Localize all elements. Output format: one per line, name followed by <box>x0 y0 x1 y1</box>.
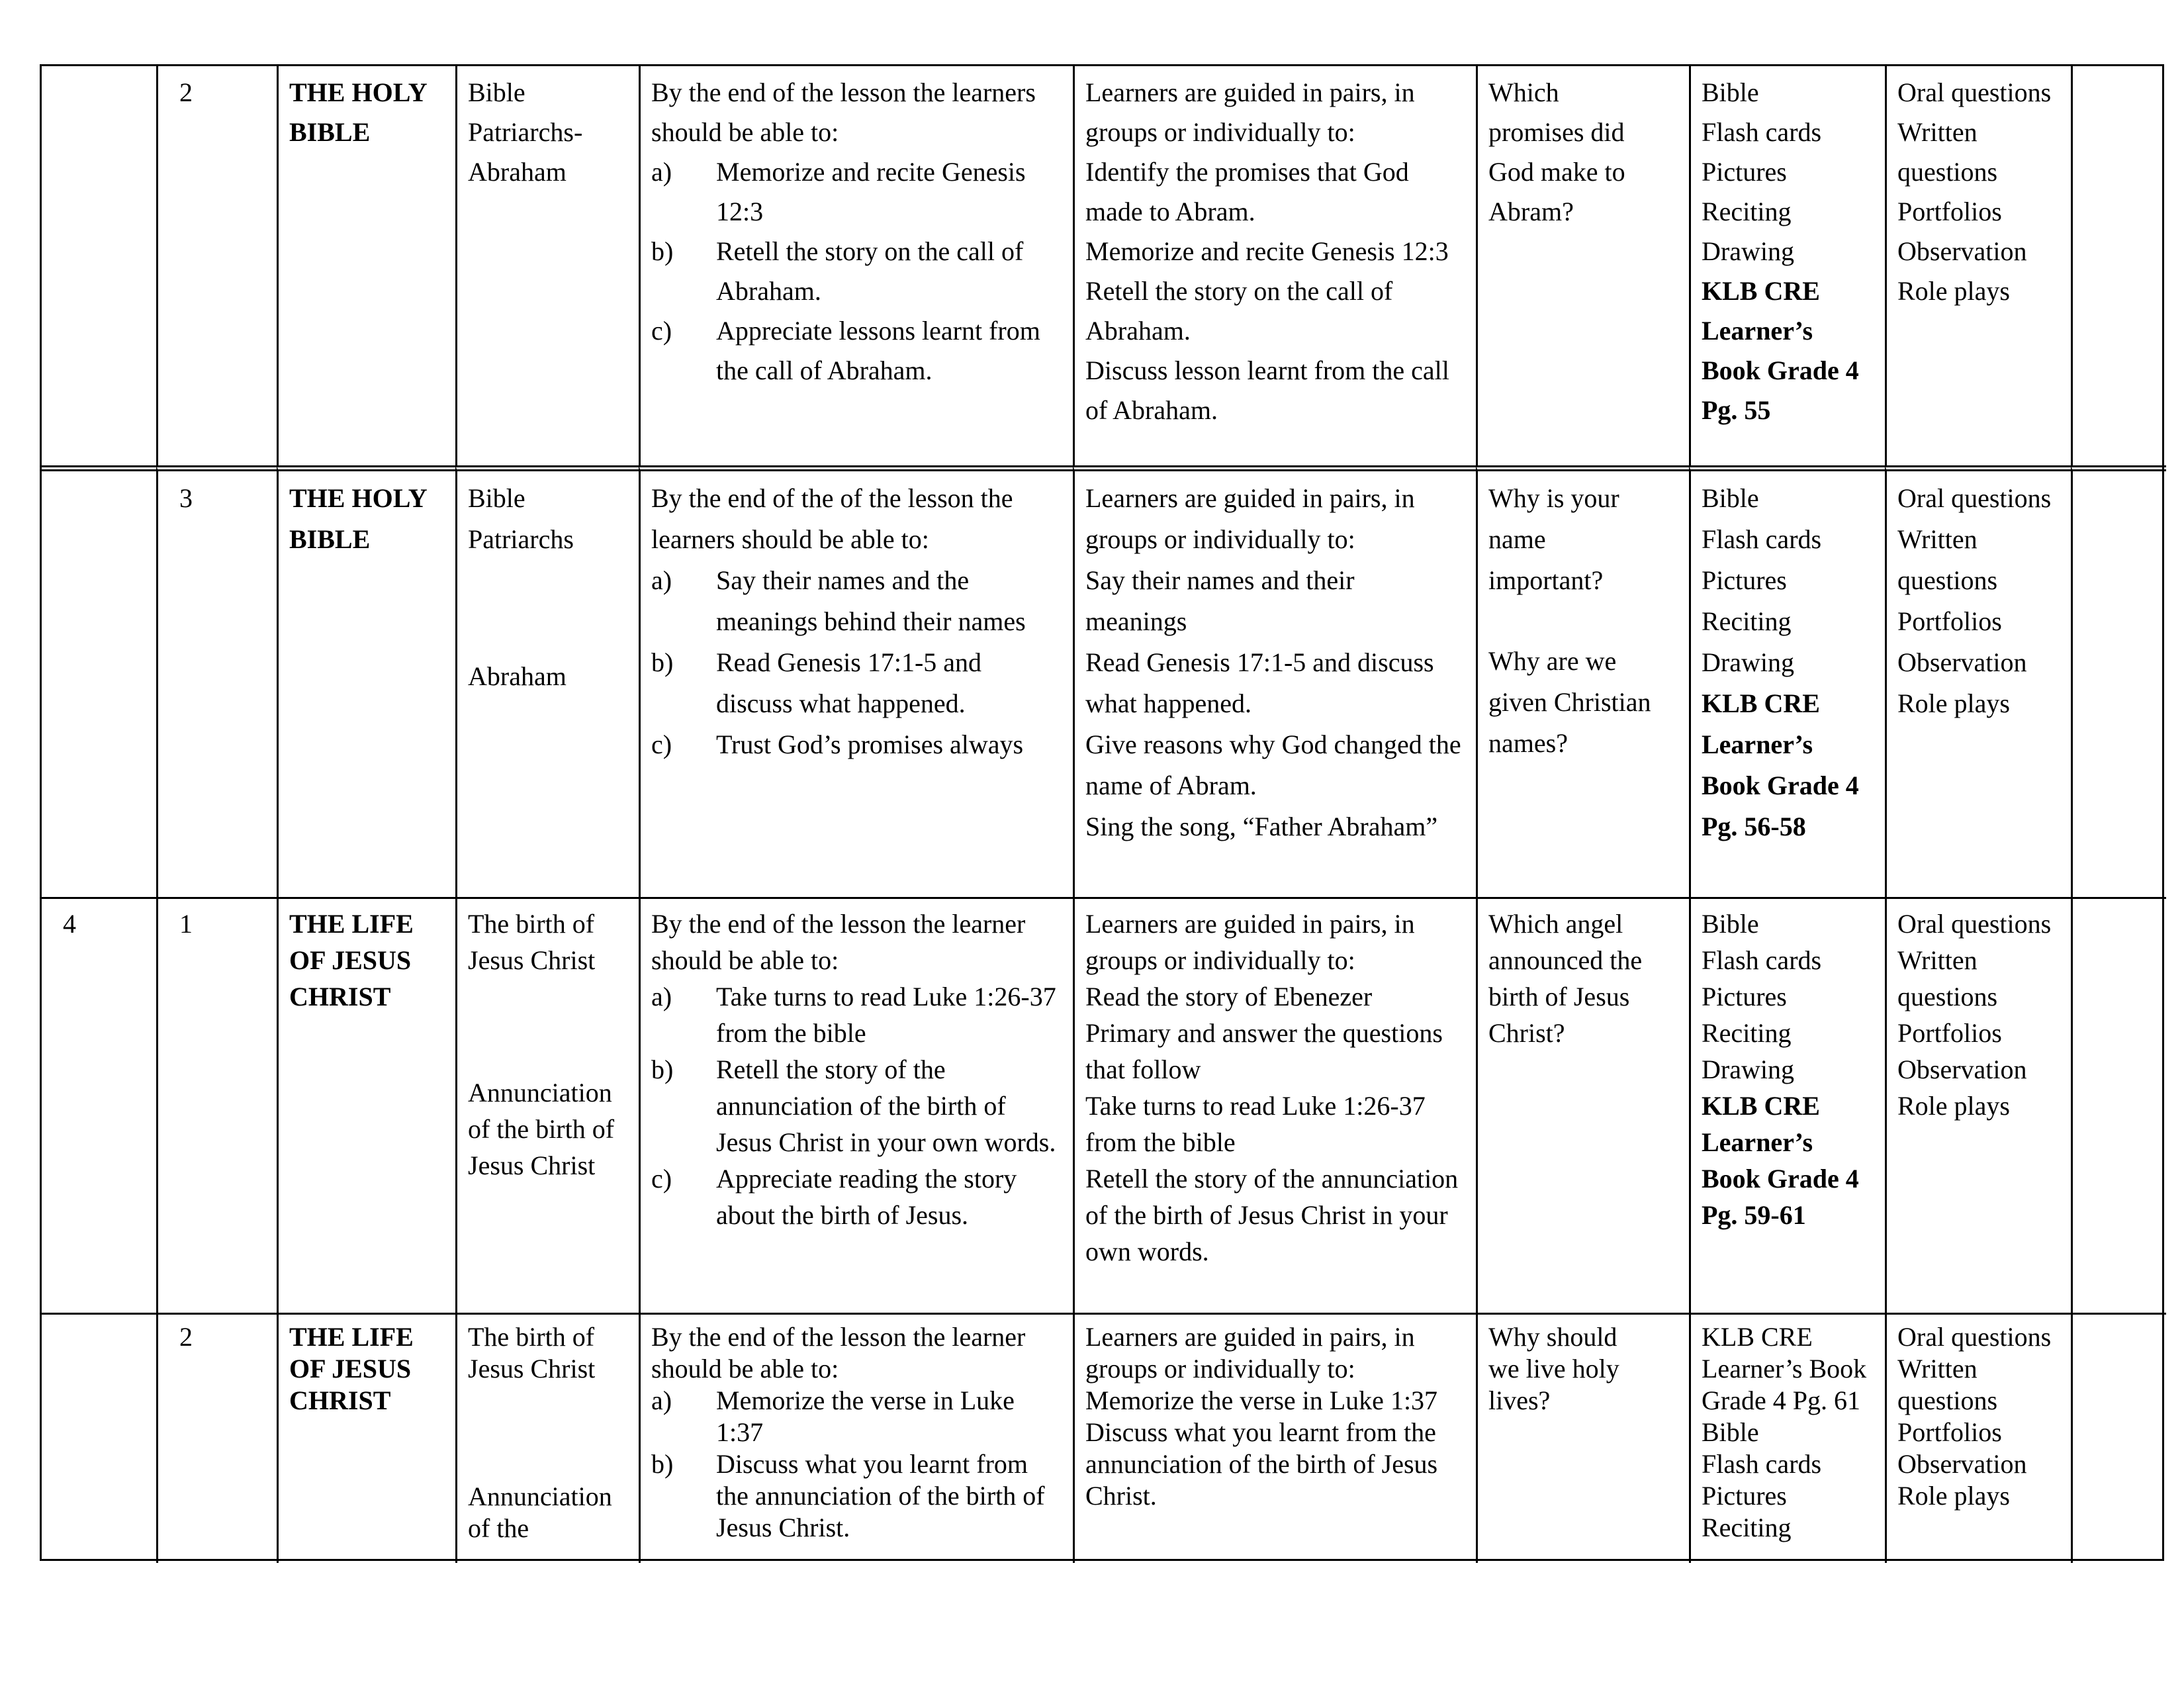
experiences-paragraph: Learners are guided in pairs, in groups or individually to: <box>1085 1322 1415 1383</box>
resources-paragraph: Reciting <box>1702 197 1792 226</box>
cell-experiences-row2 <box>1073 897 1476 1313</box>
outcomes-intro: By the end of the of the lesson the learners should be able to: <box>651 483 1013 554</box>
resources-paragraph: Pictures <box>1702 982 1787 1011</box>
cell-experiences-row3 <box>1073 1313 1476 1563</box>
assessment-paragraph: Portfolios <box>1897 606 2002 636</box>
cell-lesson-row0 <box>156 66 277 465</box>
experiences-paragraph: Memorize and recite Genesis 12:3 <box>1085 236 1449 266</box>
resources-paragraph: Drawing <box>1702 647 1794 677</box>
substrand-paragraph: Bible Patriarchs <box>468 483 574 554</box>
resources-paragraph: Bible <box>1702 909 1759 939</box>
outcome-item <box>651 1448 1058 1544</box>
substrand-paragraph: Bible Patriarchs-Abraham <box>468 77 583 187</box>
cell-inquiry-row1 <box>1476 465 1689 897</box>
outcome-item-text: Take turns to read Luke 1:26-37 from the bible <box>716 982 1056 1048</box>
inquiry-paragraph: Which promises did God make to Abram? <box>1488 77 1625 226</box>
resources-paragraph: Pictures <box>1702 1481 1787 1511</box>
cell-week-row0 <box>42 66 156 465</box>
assessment-paragraph: Written questions <box>1897 945 1998 1011</box>
cell-lesson-row1 <box>156 465 277 897</box>
cell-resources-row1 <box>1689 465 1885 897</box>
resources-paragraph: Reciting <box>1702 1018 1792 1048</box>
resources-paragraph: Reciting <box>1702 1513 1792 1542</box>
assessment-paragraph: Observation <box>1897 236 2027 266</box>
experiences-paragraph: Take turns to read Luke 1:26-37 from the bible <box>1085 1091 1426 1157</box>
inquiry-paragraph: Why is your name important? <box>1488 483 1619 595</box>
assessment-paragraph: Role plays <box>1897 1481 2010 1511</box>
assessment-paragraph: Written questions <box>1897 1354 1998 1415</box>
outcome-item-label: a) <box>651 1385 672 1415</box>
assessment-paragraph: Observation <box>1897 1449 2027 1479</box>
strand-value: THE HOLY BIBLE <box>289 483 427 554</box>
outcome-item <box>651 978 1058 1051</box>
substrand-paragraph: The birth of Jesus Christ <box>468 1322 596 1383</box>
substrand-paragraph: Annunciation of the <box>468 1481 612 1543</box>
assessment-paragraph: Observation <box>1897 1055 2027 1084</box>
cell-assessment-row1 <box>1885 465 2071 897</box>
resources-paragraph: KLB CRE Learner’s Book Grade 4 Pg. 61 <box>1702 1322 1867 1415</box>
cell-lesson-row3 <box>156 1313 277 1563</box>
assessment-paragraph: Role plays <box>1897 688 2010 718</box>
cell-resources-row0 <box>1689 66 1885 465</box>
outcome-item-text: Retell the story on the call of Abraham. <box>716 236 1024 306</box>
experiences-paragraph: Learners are guided in pairs, in groups or individually to: <box>1085 77 1415 147</box>
cell-week-row1 <box>42 465 156 897</box>
experiences-paragraph: Identify the promises that God made to Abram. <box>1085 157 1409 226</box>
experiences-paragraph: Memorize the verse in Luke 1:37 <box>1085 1385 1438 1415</box>
assessment-paragraph: Observation <box>1897 647 2027 677</box>
substrand-paragraph: Abraham <box>468 661 567 691</box>
experiences-paragraph: Retell the story of the annunciation of the birth of Jesus Christ in your own words. <box>1085 1164 1459 1266</box>
cell-week-row2 <box>42 897 156 1313</box>
cell-lesson-row2 <box>156 897 277 1313</box>
outcome-item-label: b) <box>651 1055 674 1084</box>
outcome-item-label: a) <box>651 565 672 595</box>
cell-outcomes-row3 <box>639 1313 1073 1563</box>
cell-strand-row1 <box>277 465 455 897</box>
strand-value: THE LIFE OF JESUS CHRIST <box>289 909 414 1011</box>
outcome-item-text: Trust God’s promises always <box>716 729 1024 759</box>
outcome-item-label: a) <box>651 157 672 187</box>
substrand-paragraph: The birth of Jesus Christ <box>468 909 596 975</box>
cell-inquiry-row3 <box>1476 1313 1689 1563</box>
assessment-paragraph: Oral questions <box>1897 77 2052 107</box>
outcome-item-label: c) <box>651 316 672 346</box>
strand-value: THE HOLY BIBLE <box>289 77 427 147</box>
cell-assessment-row3 <box>1885 1313 2071 1563</box>
cell-outcomes-row2 <box>639 897 1073 1313</box>
resources-paragraph: KLB CRE Learner’s Book Grade 4 Pg. 59-61 <box>1702 1091 1859 1230</box>
cell-strand-row0 <box>277 66 455 465</box>
experiences-paragraph: Retell the story on the call of Abraham. <box>1085 276 1393 346</box>
inquiry-paragraph: Which angel announced the birth of Jesus Christ? <box>1488 909 1643 1048</box>
outcome-item-text: Say their names and the meanings behind their names <box>716 565 1026 636</box>
inquiry-paragraph: Why should we live holy lives? <box>1488 1322 1619 1415</box>
outcome-item <box>651 642 1058 724</box>
outcome-item-text: Appreciate reading the story about the birth of Jesus. <box>716 1164 1017 1230</box>
outcome-item <box>651 1051 1058 1160</box>
resources-paragraph: Flash cards <box>1702 945 1822 975</box>
outcome-item-label: a) <box>651 982 672 1011</box>
resources-paragraph: Reciting <box>1702 606 1792 636</box>
outcome-item-label: b) <box>651 236 674 266</box>
outcome-item <box>651 152 1058 232</box>
cell-experiences-row0 <box>1073 66 1476 465</box>
outcome-item <box>651 232 1058 311</box>
experiences-paragraph: Give reasons why God changed the name of Abram. <box>1085 729 1461 800</box>
resources-paragraph: KLB CRE Learner’s Book Grade 4 Pg. 56-58 <box>1702 688 1859 841</box>
assessment-paragraph: Oral questions <box>1897 1322 2052 1352</box>
cell-remarks-row0 <box>2071 66 2166 465</box>
cell-strand-row3 <box>277 1313 455 1563</box>
resources-paragraph: Bible <box>1702 77 1759 107</box>
experiences-paragraph: Read Genesis 17:1-5 and discuss what happened. <box>1085 647 1434 718</box>
experiences-paragraph: Discuss lesson learnt from the call of Abraham. <box>1085 355 1449 425</box>
outcome-item-label: b) <box>651 1449 674 1479</box>
outcome-item <box>651 1385 1058 1448</box>
resources-paragraph: Drawing <box>1702 236 1794 266</box>
cell-resources-row3 <box>1689 1313 1885 1563</box>
assessment-paragraph: Role plays <box>1897 276 2010 306</box>
experiences-paragraph: Learners are guided in pairs, in groups or individually to: <box>1085 483 1415 554</box>
outcome-item-text: Discuss what you learnt from the annunciation of the birth of Jesus Christ. <box>716 1449 1045 1542</box>
cell-assessment-row2 <box>1885 897 2071 1313</box>
inquiry-paragraph: Why are we given Christian names? <box>1488 646 1651 758</box>
outcome-item-label: b) <box>651 647 674 677</box>
resources-paragraph: Flash cards <box>1702 524 1822 554</box>
outcome-item-text: Appreciate lessons learnt from the call of Abraham. <box>716 316 1040 385</box>
experiences-paragraph: Read the story of Ebenezer Primary and answer the questions that follow <box>1085 982 1443 1084</box>
experiences-paragraph: Discuss what you learnt from the annunciation of the birth of Jesus Christ. <box>1085 1417 1438 1511</box>
resources-paragraph: KLB CRE Learner’s Book Grade 4 Pg. 55 <box>1702 276 1859 425</box>
resources-paragraph: Drawing <box>1702 1055 1794 1084</box>
outcomes-intro: By the end of the lesson the learners should be able to: <box>651 77 1036 147</box>
resources-paragraph: Pictures <box>1702 157 1787 187</box>
week-value: 4 <box>63 909 76 939</box>
assessment-paragraph: Role plays <box>1897 1091 2010 1121</box>
experiences-paragraph: Say their names and their meanings <box>1085 565 1355 636</box>
cell-inquiry-row0 <box>1476 66 1689 465</box>
resources-paragraph: Bible <box>1702 483 1759 513</box>
outcome-item-text: Memorize the verse in Luke 1:37 <box>716 1385 1015 1447</box>
cell-strand-row2 <box>277 897 455 1313</box>
lesson-value: 3 <box>179 483 193 513</box>
outcome-item-label: c) <box>651 1164 672 1194</box>
cell-outcomes-row1 <box>639 465 1073 897</box>
lesson-value: 2 <box>179 77 193 107</box>
outcomes-intro: By the end of the lesson the learner should be able to: <box>651 1322 1026 1383</box>
assessment-paragraph: Portfolios <box>1897 1018 2002 1048</box>
outcome-item-text: Retell the story of the annunciation of the birth of Jesus Christ in your own words. <box>716 1055 1056 1157</box>
cell-assessment-row0 <box>1885 66 2071 465</box>
assessment-paragraph: Oral questions <box>1897 483 2052 513</box>
outcome-item-label: c) <box>651 729 672 759</box>
strand-value: THE LIFE OF JESUS CHRIST <box>289 1322 414 1415</box>
outcomes-intro: By the end of the lesson the learner should be able to: <box>651 909 1026 975</box>
resources-paragraph: Flash cards <box>1702 1449 1822 1479</box>
substrand-paragraph: Annunciation of the birth of Jesus Christ <box>468 1078 615 1180</box>
cell-remarks-row3 <box>2071 1313 2166 1563</box>
assessment-paragraph: Written questions <box>1897 524 1998 595</box>
cell-inquiry-row2 <box>1476 897 1689 1313</box>
outcome-item <box>651 724 1058 765</box>
outcome-item-text: Read Genesis 17:1-5 and discuss what happened. <box>716 647 982 718</box>
cell-substrand-row1 <box>455 465 639 897</box>
cell-resources-row2 <box>1689 897 1885 1313</box>
cell-experiences-row1 <box>1073 465 1476 897</box>
cell-week-row3 <box>42 1313 156 1563</box>
cell-outcomes-row0 <box>639 66 1073 465</box>
experiences-paragraph: Sing the song, “Father Abraham” <box>1085 812 1438 841</box>
cell-substrand-row0 <box>455 66 639 465</box>
lesson-value: 1 <box>179 909 193 939</box>
cell-remarks-row1 <box>2071 465 2166 897</box>
cell-substrand-row2 <box>455 897 639 1313</box>
assessment-paragraph: Portfolios <box>1897 1417 2002 1447</box>
outcome-item <box>651 560 1058 642</box>
cell-substrand-row3 <box>455 1313 639 1563</box>
scheme-of-work-table <box>40 64 2164 1561</box>
outcome-item <box>651 311 1058 391</box>
outcome-item <box>651 1160 1058 1233</box>
assessment-paragraph: Oral questions <box>1897 909 2052 939</box>
assessment-paragraph: Portfolios <box>1897 197 2002 226</box>
resources-paragraph: Flash cards <box>1702 117 1822 147</box>
assessment-paragraph: Written questions <box>1897 117 1998 187</box>
resources-paragraph: Bible <box>1702 1417 1759 1447</box>
cell-remarks-row2 <box>2071 897 2166 1313</box>
lesson-value: 2 <box>179 1322 193 1352</box>
experiences-paragraph: Learners are guided in pairs, in groups or individually to: <box>1085 909 1415 975</box>
outcome-item-text: Memorize and recite Genesis 12:3 <box>716 157 1026 226</box>
resources-paragraph: Pictures <box>1702 565 1787 595</box>
